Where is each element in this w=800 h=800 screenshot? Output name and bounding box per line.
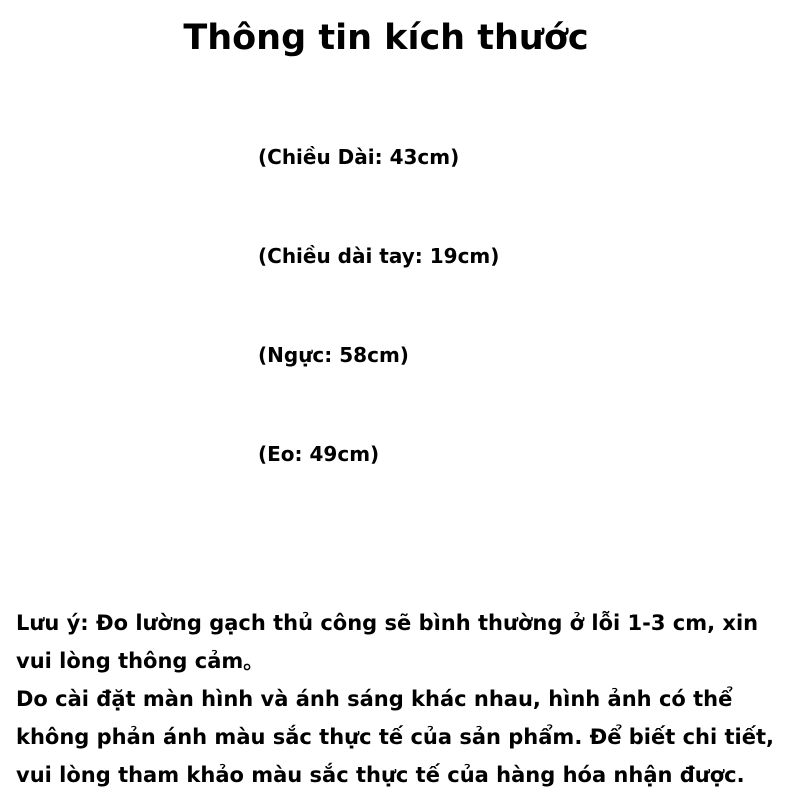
spec-waist: (Eo: 49cm) <box>258 442 380 466</box>
spec-length: (Chiều Dài: 43cm) <box>258 145 460 169</box>
page-title: Thông tin kích thước <box>183 18 589 58</box>
size-spec-list <box>258 142 499 538</box>
spec-chest: (Ngực: 58cm) <box>258 343 409 367</box>
spec-sleeve-length: (Chiều dài tay: 19cm) <box>258 244 500 268</box>
disclaimer-note <box>16 604 796 794</box>
measurement-note: Lưu ý: Đo lường gạch thủ công sẽ bình thường ở lỗi 1-3 cm, xin vui lòng thông cảm。 <box>16 611 759 673</box>
color-note: Do cài đặt màn hình và ánh sáng khác nhau, hình ảnh có thể không phản ánh màu sắc thực tế của sản phẩm. Để biết chi tiết, vui lòng tham khảo màu sắc thực tế của hàng hóa nhận được. <box>16 687 774 787</box>
